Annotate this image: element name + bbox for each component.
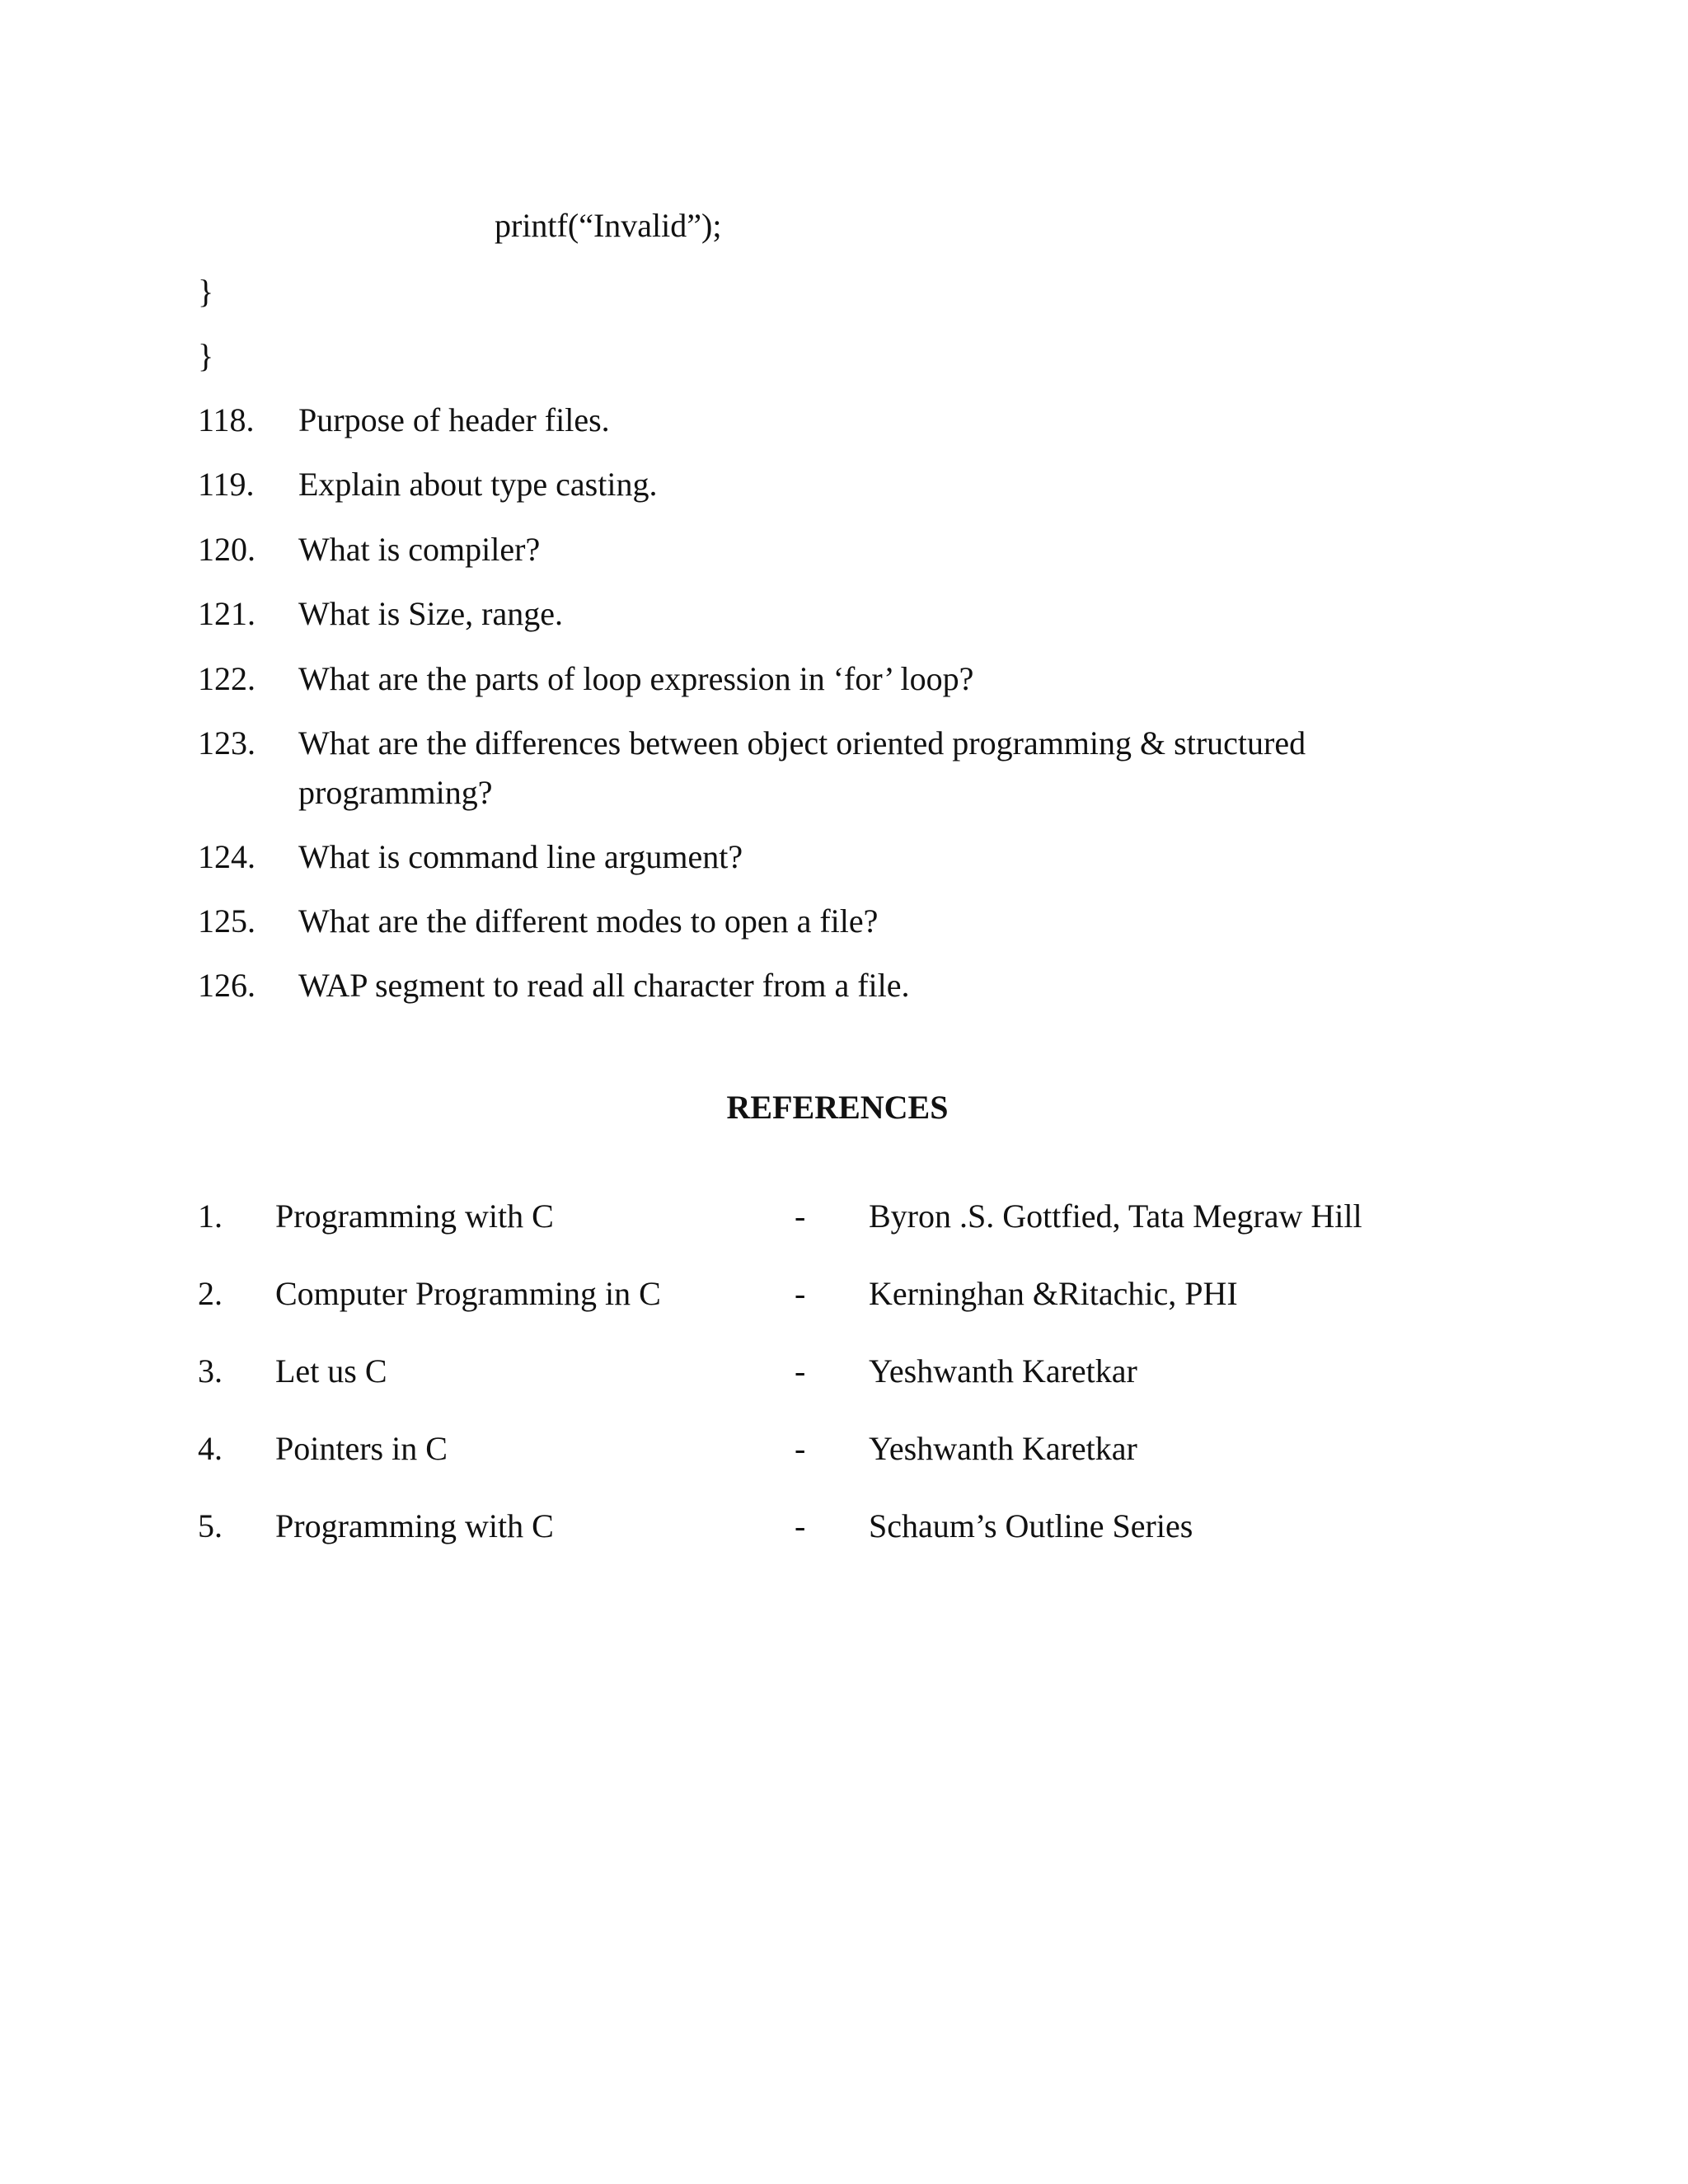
- question-text: What are the differences between object oriented programming & structured: [298, 724, 1306, 762]
- reference-title: Programming with C: [275, 1197, 554, 1235]
- reference-number: 1.: [198, 1197, 223, 1235]
- code-printf-line: printf(“Invalid”);: [495, 207, 722, 244]
- question-number: 124.: [198, 838, 256, 875]
- question-text: What are the different modes to open a file?: [298, 902, 879, 940]
- references-heading: REFERENCES: [726, 1089, 949, 1126]
- reference-title: Programming with C: [275, 1507, 554, 1544]
- reference-dash: -: [795, 1352, 806, 1390]
- reference-title: Let us C: [275, 1352, 387, 1390]
- question-text: What are the parts of loop expression in ‘for’ loop?: [298, 660, 974, 697]
- question-text: WAP segment to read all character from a file.: [298, 967, 910, 1004]
- question-text: What is Size, range.: [298, 595, 563, 632]
- reference-dash: -: [795, 1197, 806, 1235]
- question-text: What is command line argument?: [298, 838, 743, 875]
- reference-author: Byron .S. Gottfied, Tata Megraw Hill: [869, 1197, 1362, 1235]
- question-number: 125.: [198, 902, 256, 940]
- question-number: 122.: [198, 660, 256, 697]
- question-number: 119.: [198, 466, 255, 503]
- code-closing-brace: }: [198, 273, 214, 310]
- reference-author: Yeshwanth Karetkar: [869, 1430, 1137, 1467]
- question-number: 118.: [198, 401, 255, 438]
- question-text: What is compiler?: [298, 531, 541, 568]
- reference-number: 2.: [198, 1275, 223, 1312]
- reference-title: Pointers in C: [275, 1430, 448, 1467]
- reference-author: Kerninghan &Ritachic, PHI: [869, 1275, 1238, 1312]
- reference-author: Schaum’s Outline Series: [869, 1507, 1193, 1544]
- code-closing-brace: }: [198, 337, 214, 374]
- question-number: 126.: [198, 967, 256, 1004]
- question-number: 120.: [198, 531, 256, 568]
- question-text: Explain about type casting.: [298, 466, 658, 503]
- reference-number: 5.: [198, 1507, 223, 1544]
- reference-dash: -: [795, 1507, 806, 1544]
- question-text: Purpose of header files.: [298, 401, 610, 438]
- reference-number: 3.: [198, 1352, 223, 1390]
- reference-dash: -: [795, 1430, 806, 1467]
- question-number: 121.: [198, 595, 256, 632]
- question-number: 123.: [198, 724, 256, 762]
- reference-title: Computer Programming in C: [275, 1275, 661, 1312]
- question-text-continued: programming?: [298, 774, 493, 811]
- reference-dash: -: [795, 1275, 806, 1312]
- reference-number: 4.: [198, 1430, 223, 1467]
- reference-author: Yeshwanth Karetkar: [869, 1352, 1137, 1390]
